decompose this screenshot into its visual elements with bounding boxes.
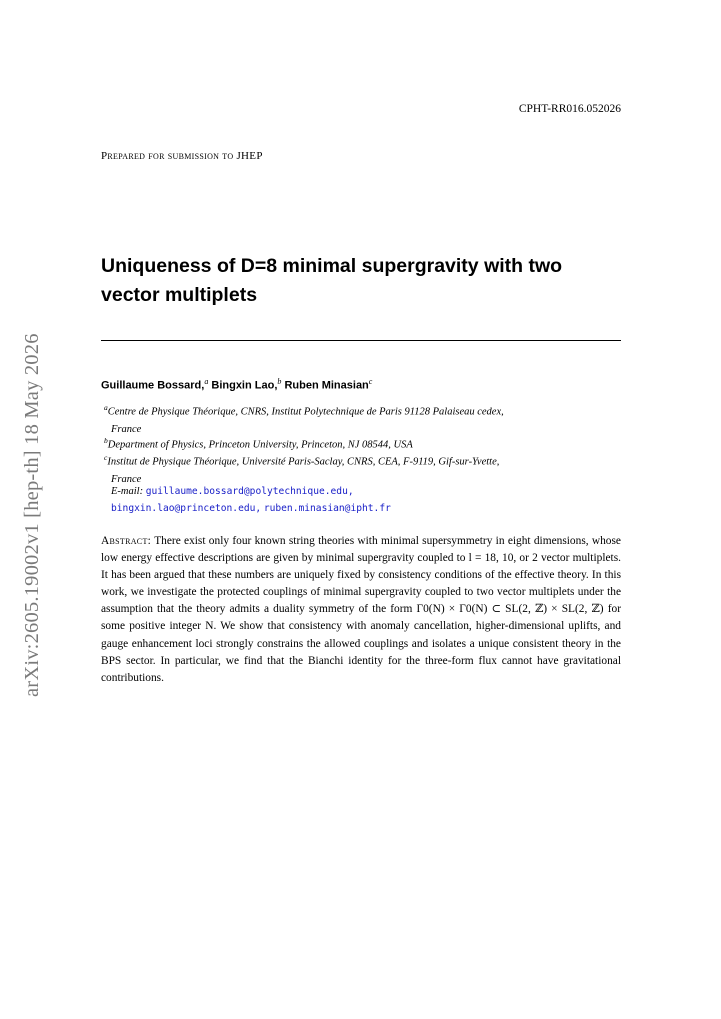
email-link-lao[interactable]: bingxin.lao@princeton.edu, xyxy=(111,503,262,514)
email-block xyxy=(111,483,391,517)
affiliation-line: Institut de Physique Théorique, Université Paris-Saclay, CNRS, CEA, F-9119, Gif-sur-Yvette, xyxy=(107,456,500,468)
author-affiliation-mark: c xyxy=(368,377,373,386)
author-name: Ruben Minasian xyxy=(284,379,369,392)
report-number: CPHT-RR016.052026 xyxy=(518,103,621,115)
paper-title: Uniqueness of D=8 minimal supergravity with two vector multiplets xyxy=(101,255,563,306)
author-affiliation-mark: b xyxy=(277,377,282,386)
abstract-text: There exist only four known string theories with minimal supersymmetry in eight dimensions, whose low energy effective descriptions are given by minimal supergravity coupled to l = 18, 10, or 2 vector multiplets. It has been argued that these numbers are uniquely fixed by consistency conditions of the effective theory. In this work, we investigate the protected couplings of minimal supergravity coupled to two vector multiplets under the assumption that the theory admits a duality symmetry of the form Γ0(N) × Γ0(N) ⊂ SL(2, ℤ) × SL(2, ℤ) for some positive integer N. We show that consistency with anomaly cancellation, higher-dimensional uplifts, and gauge enhancement loci strongly constrains the allowed couplings and isolates a unique consistent theory in the BPS sector. In particular, we find that the Bianchi identity for the three-form flux cannot have gravitational contributions. xyxy=(101,535,621,684)
email-link-minasian[interactable]: ruben.minasian@ipht.fr xyxy=(263,503,391,514)
affiliation-country: France xyxy=(111,423,142,435)
prepared-for-submission: Prepared for submission to JHEP xyxy=(101,150,263,162)
author-name: Guillaume Bossard, xyxy=(101,379,205,392)
title-rule xyxy=(101,340,621,341)
email-label: E-mail: xyxy=(111,486,144,497)
affiliation-country: France xyxy=(111,473,142,485)
abstract-heading: Abstract: xyxy=(101,535,152,547)
affiliation-line: Department of Physics, Princeton University, Princeton, NJ 08544, USA xyxy=(107,439,413,451)
affiliation-mark: b xyxy=(104,436,108,445)
affiliation-line: Centre de Physique Théorique, CNRS, Institut Polytechnique de Paris 91128 Palaiseau cedex, xyxy=(107,406,504,418)
affiliation-c xyxy=(104,449,622,488)
affiliation-mark: c xyxy=(104,453,108,462)
arxiv-identifier-stamp: arXiv:2605.19002v1 [hep-th] 18 May 2026 xyxy=(21,333,43,697)
author-list xyxy=(101,377,372,392)
abstract xyxy=(101,533,621,687)
affiliation-mark: a xyxy=(104,403,108,412)
author-name: Bingxin Lao, xyxy=(211,379,278,392)
email-link-bossard[interactable]: guillaume.bossard@polytechnique.edu, xyxy=(145,486,354,497)
author-affiliation-mark: a xyxy=(204,377,209,386)
